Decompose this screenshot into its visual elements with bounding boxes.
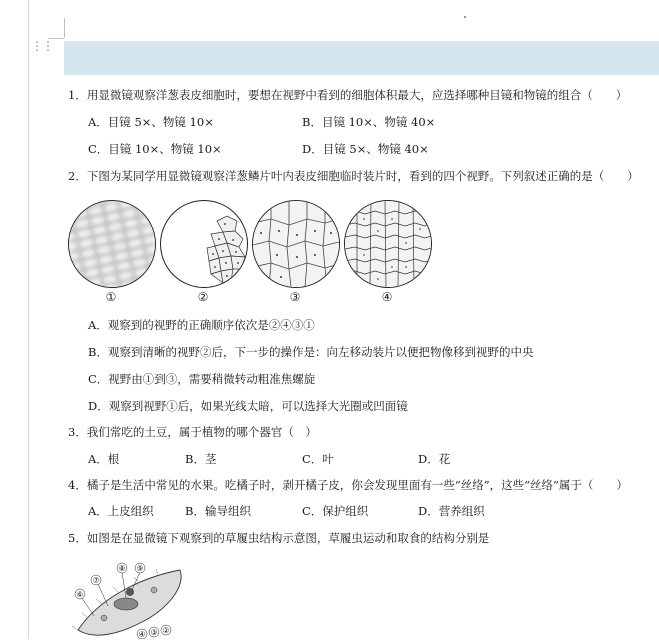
crop-mark xyxy=(64,18,65,38)
label-6: ⑥ xyxy=(76,590,84,599)
option-d: D．花 xyxy=(418,452,451,466)
microscope-view-2 xyxy=(160,200,248,288)
paramecium-diagram xyxy=(68,560,188,639)
microscope-view-3 xyxy=(252,200,340,288)
figure-label-4: ④ xyxy=(381,290,393,304)
option-a: A．目镜 5×、物镜 10× xyxy=(88,115,214,129)
option-b: B．目镜 10×、物镜 40× xyxy=(302,115,436,129)
microscope-view-4 xyxy=(344,200,432,288)
option-a: A．上皮组织 xyxy=(88,504,154,518)
question-2: 2．下图为某同学用显微镜观察洋葱鳞片叶内表皮细胞临时装片时，看到的四个视野。下列叙述正确的是（ ） xyxy=(68,169,639,183)
label-8: ⑧ xyxy=(118,564,126,573)
label-2: ② xyxy=(162,626,170,635)
option-b: B．茎 xyxy=(185,452,217,466)
question-5: 5．如图是在显微镜下观察到的草履虫结构示意图，草履虫运动和取食的结构分别是 xyxy=(68,531,490,545)
option-a: A．观察到的视野的正确顺序依次是②④③① xyxy=(88,318,315,332)
option-c: C．叶 xyxy=(302,452,334,466)
option-a: A．根 xyxy=(88,452,120,466)
option-c: C．保护组织 xyxy=(302,504,369,518)
option-d: D．目镜 5×、物镜 40× xyxy=(302,142,429,156)
option-b: B．观察到清晰的视野②后，下一步的操作是：向左移动装片以便把物像移到视野的中央 xyxy=(88,345,534,359)
label-4: ④ xyxy=(138,630,146,639)
figure-label-3: ③ xyxy=(289,290,301,304)
option-c: C．目镜 10×、物镜 10× xyxy=(88,142,222,156)
microscope-view-1 xyxy=(68,200,156,288)
question-3: 3．我们常吃的土豆，属于植物的哪个器官（ ） xyxy=(68,425,317,439)
question-4: 4．橘子是生活中常见的水果。吃橘子时，剥开橘子皮，你会发现里面有一些“丝络”，这些“丝络”属于（ ） xyxy=(68,478,628,492)
header-band xyxy=(64,41,659,75)
option-d: D．观察到视野①后，如果光线太暗，可以选择大光圈或凹面镜 xyxy=(88,399,408,413)
cursor-mark xyxy=(464,16,466,18)
option-d: D．营养组织 xyxy=(418,504,485,518)
option-c: C．视野由①到③，需要稍微转动粗准焦螺旋 xyxy=(88,372,316,386)
option-b: B．输导组织 xyxy=(185,504,251,518)
figure-label-2: ② xyxy=(197,290,209,304)
label-9: ⑨ xyxy=(136,564,144,573)
label-3: ③ xyxy=(150,628,158,637)
figure-label-1: ① xyxy=(105,290,117,304)
question-1: 1．用显微镜观察洋葱表皮细胞时，要想在视野中看到的细胞体积最大，应选择哪种目镜和物镜的组合（ ） xyxy=(68,88,628,102)
drag-handle-icon[interactable]: ⋮⋮ xyxy=(31,39,53,53)
page-margin-line xyxy=(28,0,29,639)
label-7: ⑦ xyxy=(92,576,100,585)
